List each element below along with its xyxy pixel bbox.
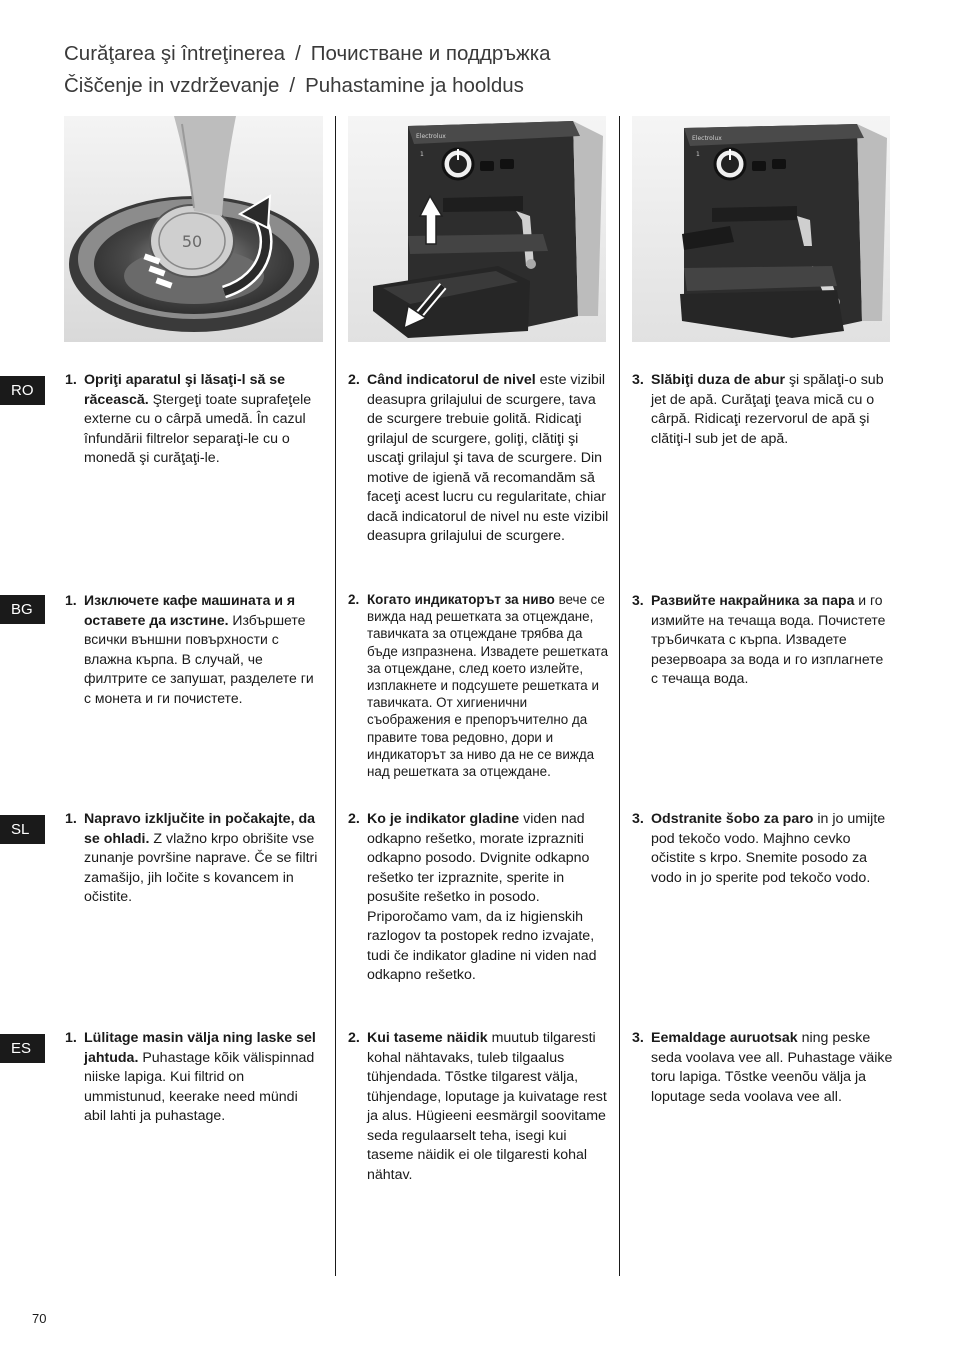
step-text — [367, 810, 610, 986]
step-body: este vizibil deasupra grilajului de scurgere, tava de scurgere trebuie golită. Ridicaţi grilajul de scurgere, goliţi, clătiţi şi uscaţi grilajul şi tava de scurgere. Din motive de igienă vă recomandăm să faceţi acest lucru cu regularitate, chiar dacă indicatorul de nivel nu este vizibil deasupra grilajului de scurgere. — [367, 372, 609, 544]
water-tank — [857, 124, 887, 321]
step-body: muutub tilgaresti kohal nähtavaks, tuleb tilgaalus tühjendada. Tõstke tilgarest välja, tühjendage, loputage ja kuivatage rest ja alus. Hügieeni eesmärgil soovitame seda regulaarselt teha, isegi kui taseme näidik ei ole tilgaresti kohal nähtav. — [367, 1030, 607, 1183]
step-body: Z vlažno krpo obrišite vse zunanje površine naprave. Če se filtri zamašijo, jih ločite s kovancem in očistite. — [84, 830, 318, 905]
step-bold: Когато индикаторът за ниво — [367, 592, 555, 607]
step-number: 1. — [65, 811, 77, 827]
step-number: 1. — [65, 372, 77, 388]
header-title-bg: Почистване и поддръжка — [310, 42, 551, 65]
step-text — [651, 591, 894, 689]
coin-digits: 50 — [181, 232, 203, 251]
step-bold: Lülitage masin välja ning laske sel jahtuda. — [84, 1030, 316, 1066]
step-body: Избършете всички външни повърхности с влажна кърпа. В случай, че филтрите се запушат, разделете ги с монета и ги почистете. — [84, 611, 314, 706]
step-text — [367, 1029, 610, 1185]
step-bg-1 — [65, 591, 323, 708]
step-body: viden nad odkapno rešetko, morate izprazniti odkapno posodo. Dvignite odkapno rešetko ter izpraznite, sperite in posušite rešetko in posodo. Priporočamo vam, da iz higienskih razlogov ta postopek redno izvajate, tudi če indikator gladine ni viden nad odkapno rešetko. — [367, 811, 597, 983]
step-es-2 — [348, 1029, 610, 1185]
step-sl-2 — [348, 810, 610, 986]
brand-label: Electrolux — [416, 133, 446, 140]
step-bg-3 — [632, 591, 894, 689]
step-number: 3. — [632, 372, 644, 388]
step-body: вече се вижда над решетката за отцеждане, тавичката за отцеждане трябва да бъде изпразнена. Извадете решетката за отцеждане, след което излейте, изплакнете и подсушете решетката и тавичката. От хигиенични съображения е препоръчително да правите това редовно, дори и индикаторът за ниво да не се вижда над решетката за отцеждане. — [367, 592, 609, 780]
step-text — [84, 591, 323, 708]
page-header — [64, 38, 884, 102]
step-text — [651, 371, 894, 449]
header-separator: / — [295, 42, 301, 65]
step-bold: Napravo izključite in počakajte, da se ohladi. — [84, 811, 316, 847]
button-label: 1 — [696, 151, 700, 158]
lang-tab-bg: BG — [0, 595, 45, 624]
photo-filter-coin — [64, 116, 323, 342]
step-text — [84, 810, 323, 908]
column-divider — [335, 116, 336, 1276]
step-bold: Ko je indikator gladine — [367, 811, 520, 827]
step-number: 2. — [348, 372, 360, 388]
step-text — [651, 810, 894, 888]
step-bold: Развийте накрайника за пара — [651, 592, 855, 608]
step-bold: Odstranite šobo za paro — [651, 811, 814, 827]
step-number: 1. — [65, 1030, 77, 1046]
steam-button — [752, 161, 766, 171]
header-line-2 — [64, 70, 884, 102]
step-bold: Изключете кафе машината и я оставете да изстине. — [84, 592, 295, 628]
step-number: 1. — [65, 592, 77, 608]
step-text — [367, 371, 610, 547]
step-number: 2. — [348, 592, 360, 607]
step-es-1 — [65, 1029, 323, 1127]
steam-nozzle-illustration — [632, 116, 890, 342]
step-number: 3. — [632, 592, 644, 608]
photo-drip-tray — [348, 116, 606, 342]
step-number: 3. — [632, 1030, 644, 1046]
step-text — [84, 1029, 323, 1127]
lang-tab-es: ES — [0, 1034, 45, 1063]
step-bold: Opriţi aparatul şi lăsaţi-l să se răcească. — [84, 372, 286, 408]
step-ro-3 — [632, 371, 894, 449]
step-text — [651, 1029, 894, 1107]
step-number: 2. — [348, 1030, 360, 1046]
header-title-sl: Čiščenje in vzdrževanje — [64, 74, 280, 97]
brand-label: Electrolux — [692, 135, 722, 142]
step-body: Ştergeţi toate suprafeţele externe cu o cârpă umedă. În cazul înfundării filtrelor separaţi-le cu o monedă şi curăţaţi-le. — [84, 391, 312, 466]
filter-coin-illustration — [64, 116, 323, 342]
brew-head — [443, 196, 523, 212]
step-body: şi spălaţi-o sub jet de apă. Curăţaţi ţeava mică cu o cârpă. Ridicaţi rezervorul de apă şi clătiţi-l sub jet de apă. — [651, 372, 884, 447]
step-number: 2. — [348, 811, 360, 827]
step-body: Puhastage kõik välispinnad niiske lapiga. Kui filtrid on ummistunud, keerake need mündi abil lahti ja puhastage. — [84, 1049, 315, 1124]
step-bold: Eemaldage auruotsak — [651, 1030, 798, 1046]
step-bold: Kui taseme näidik — [367, 1030, 488, 1046]
header-separator: / — [289, 74, 296, 97]
step-body: и го измийте на течаща вода. Почистете тръбичката с кърпа. Извадете резервоара за вода и го изплагнете с течаща вода. — [651, 592, 886, 686]
header-title-et: Puhastamine ja hooldus — [305, 74, 524, 97]
step-sl-3 — [632, 810, 894, 888]
step-bg-2 — [348, 591, 610, 780]
step-bold: Când indicatorul de nivel — [367, 372, 536, 388]
step-bold: Slăbiţi duza de abur — [651, 372, 786, 388]
step-ro-2 — [348, 371, 610, 547]
water-tank — [573, 121, 603, 316]
step-text — [367, 591, 610, 780]
button-label: 1 — [420, 151, 424, 158]
step-text — [84, 371, 323, 469]
step-number: 3. — [632, 811, 644, 827]
photo-steam-nozzle — [632, 116, 890, 342]
page-number: 70 — [32, 1311, 47, 1326]
drip-tray-illustration — [348, 116, 606, 342]
lang-tab-ro: RO — [0, 376, 45, 405]
steam-button — [480, 161, 494, 171]
lang-tab-sl: SL — [0, 815, 45, 844]
step-ro-1 — [65, 371, 323, 469]
step-body: in jo umijte pod tekočo vodo. Majhno cevko očistite s krpo. Snemite posodo za vodo in jo sperite pod tekočo vodo. — [651, 811, 886, 886]
header-line-1 — [64, 38, 884, 70]
step-es-3 — [632, 1029, 894, 1107]
column-divider — [619, 116, 620, 1276]
brew-head — [712, 206, 797, 222]
header-title-ro: Curăţarea şi întreţinerea — [64, 42, 286, 65]
step-body: ning peske seda voolava vee all. Puhastage väike toru lapiga. Tõstke veenõu välja ja loputage seda voolava vee all. — [651, 1030, 893, 1105]
step-sl-1 — [65, 810, 323, 908]
